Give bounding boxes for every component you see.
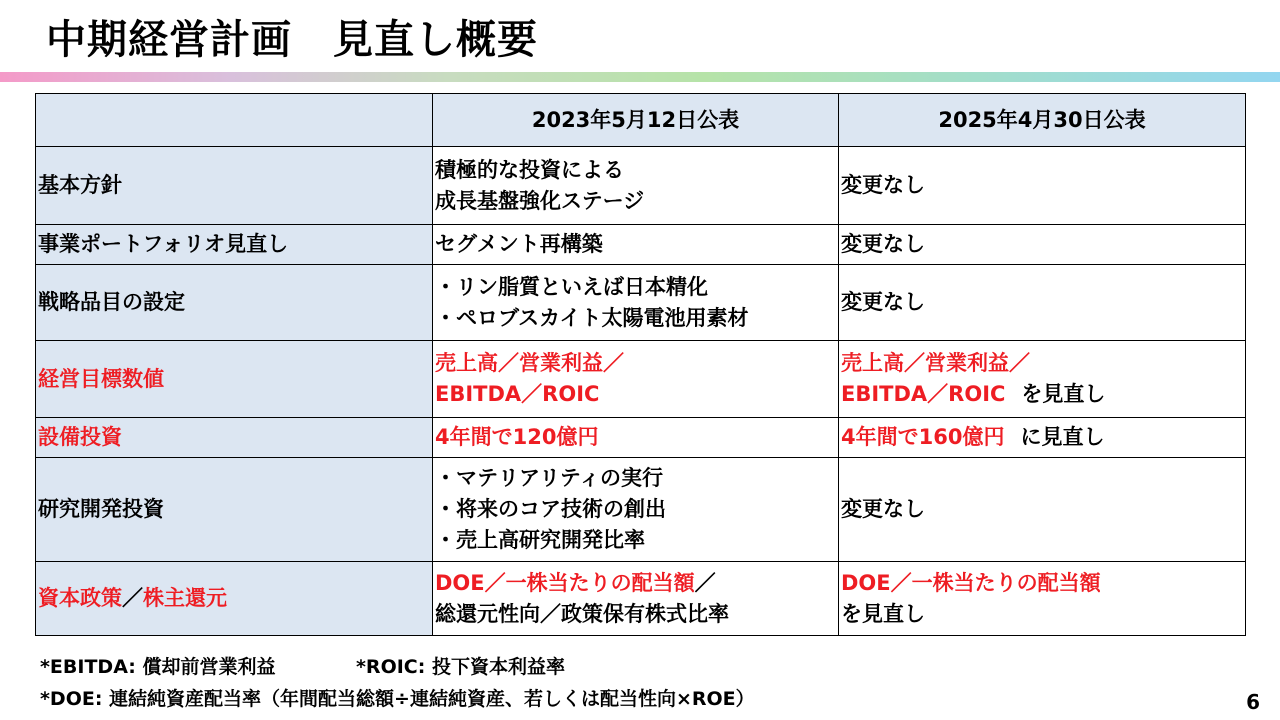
footnote-roic: *ROIC: 投下資本利益率 — [356, 656, 565, 678]
cell-suffix: に見直し — [1020, 425, 1105, 449]
label-separator: ／ — [122, 586, 143, 610]
cell-suffix: を見直し — [1021, 382, 1106, 406]
table-row — [36, 562, 1246, 636]
label-red-text: 株主還元 — [143, 586, 227, 610]
header-blank — [36, 94, 433, 147]
page-title: 中期経営計画 見直し概要 — [46, 17, 538, 63]
cell-2023 — [433, 562, 839, 636]
row-label: 基本方針 — [36, 147, 433, 225]
cell-2025 — [839, 562, 1246, 636]
cell-line: DOE／一株当たりの配当額 — [841, 570, 1101, 595]
cell-line: 積極的な投資による — [435, 157, 624, 182]
label-red-text: 資本政策 — [38, 586, 122, 610]
cell-line: ・リン脂質といえば日本精化 — [435, 274, 708, 299]
cell-red-text: 4年間で160億円 — [841, 425, 1005, 449]
table-row — [36, 418, 1246, 458]
footnote-doe: *DOE: 連結純資産配当率（年間配当総額÷連結純資産、若しくは配当性向×ROE） — [40, 688, 755, 710]
cell-2023: セグメント再構築 — [433, 225, 839, 265]
cell-2025: 変更なし — [839, 265, 1246, 341]
cell-2025 — [839, 418, 1246, 458]
cell-line: 売上高／営業利益／ — [841, 351, 1030, 375]
cell-line — [435, 568, 836, 599]
cell-separator: ／ — [694, 570, 716, 595]
cell-line — [841, 379, 1243, 410]
header-row — [36, 94, 1246, 147]
cell-2025: 変更なし — [839, 458, 1246, 562]
cell-line: ・マテリアリティの実行 — [435, 466, 664, 490]
header-2023: 2023年5月12日公表 — [433, 94, 839, 147]
cell-2023 — [433, 147, 839, 225]
cell-line: 総還元性向／政策保有株式比率 — [435, 601, 729, 626]
cell-red-text: DOE／一株当たりの配当額 — [435, 570, 695, 595]
plan-comparison-table — [35, 93, 1246, 636]
row-label: 研究開発投資 — [36, 458, 433, 562]
cell-2023 — [433, 341, 839, 418]
cell-line: 成長基盤強化ステージ — [435, 188, 645, 213]
cell-red-text: EBITDA／ROIC — [841, 382, 1006, 406]
cell-line: ・売上高研究開発比率 — [435, 528, 645, 552]
row-label: 戦略品目の設定 — [36, 265, 433, 341]
cell-line: ・ペロブスカイト太陽電池用素材 — [435, 305, 749, 330]
row-label: 経営目標数値 — [36, 341, 433, 418]
cell-line: を見直し — [841, 601, 925, 626]
cell-2023: 4年間で120億円 — [433, 418, 839, 458]
cell-line: EBITDA／ROIC — [435, 382, 600, 406]
header-2025: 2025年4月30日公表 — [839, 94, 1246, 147]
table-row — [36, 147, 1246, 225]
row-label: 設備投資 — [36, 418, 433, 458]
cell-2025: 変更なし — [839, 225, 1246, 265]
row-label — [36, 562, 433, 636]
cell-line: ・将来のコア技術の創出 — [435, 497, 666, 521]
cell-2025: 変更なし — [839, 147, 1246, 225]
cell-2025 — [839, 341, 1246, 418]
table-row — [36, 265, 1246, 341]
row-label: 事業ポートフォリオ見直し — [36, 225, 433, 265]
table-row — [36, 341, 1246, 418]
title-underline — [0, 72, 1280, 82]
cell-2023 — [433, 265, 839, 341]
cell-line: 売上高／営業利益／ — [435, 351, 624, 375]
footnote-ebitda: *EBITDA: 償却前営業利益 — [40, 656, 276, 678]
cell-2023 — [433, 458, 839, 562]
table-row — [36, 458, 1246, 562]
page-number: 6 — [1246, 690, 1260, 714]
table-row — [36, 225, 1246, 265]
